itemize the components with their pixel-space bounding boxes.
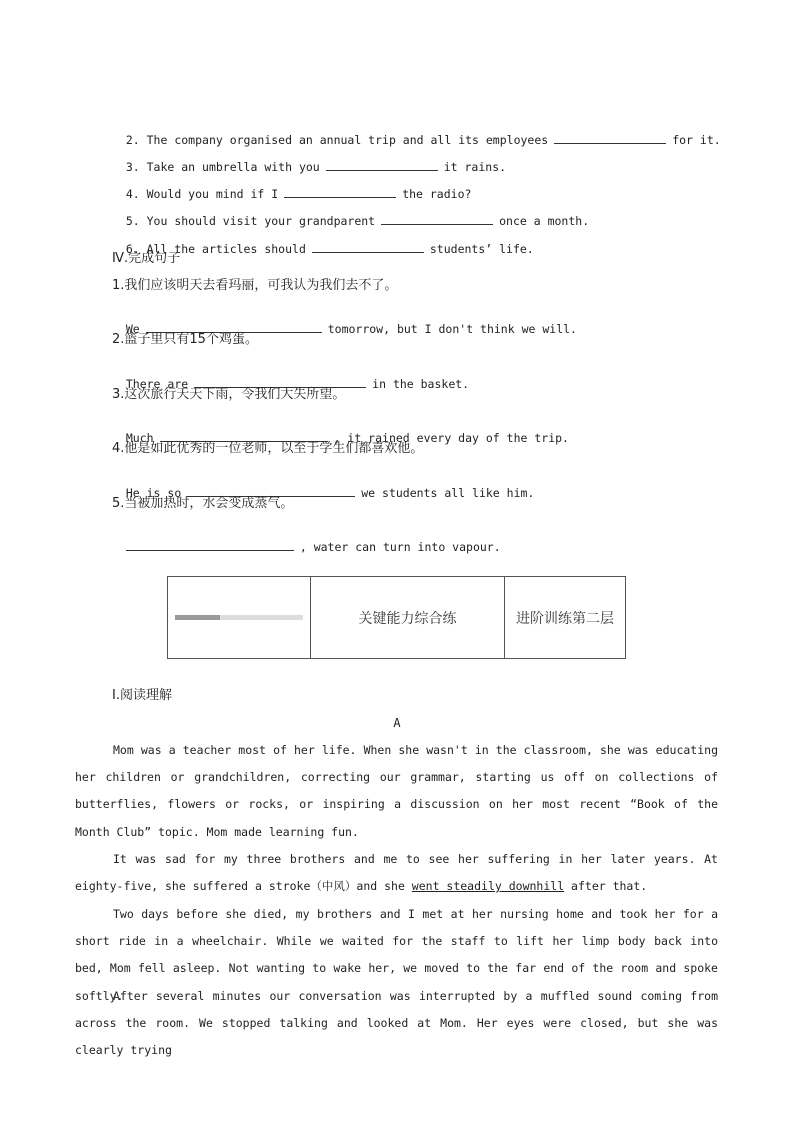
paragraph-3: Two days before she died, my brothers and I met at her nursing home and took her for a short ride in a wheelchair. While we waited for the staff to lift her limp body back into bed, Mom fell asleep. Not wanting to wake her, we moved to the far end of the room and spoke softly. [75,907,718,1003]
sentence-prefix: Much [125,431,154,445]
paragraph-text: It was sad for my three brothers and me to see her suffering in her later years. At eighty-five, she suffered a stroke（中风）and she [75,852,718,894]
underlined-phrase: went steadily downhill [411,879,565,894]
banner-title: 关键能力综合练 [311,577,505,658]
item-text: once a month. [499,214,590,228]
paragraph-4: After several minutes our conversation was interrupted by a muffled sound coming from across the room. We stopped talking and looked at Mom. Her eyes were closed, but she was clearly trying [75,989,718,1058]
item-text: the radio? [402,187,472,201]
sentence-chinese: 1.我们应该明天去看玛丽，可我认为我们去不了。 [112,278,398,293]
sentence-chinese: 2.篮子里只有15个鸡蛋。 [112,332,258,347]
banner-level: 进阶训练第二层 [516,610,614,627]
sentence-suffix: we students all like him. [361,486,535,500]
sentence-prefix: There are [125,377,189,391]
sentence-suffix: in the basket. [372,377,470,391]
sentence-chinese: 5.当被加热时，水会变成蒸气。 [112,496,294,511]
item-text: it rains. [443,160,507,174]
item-text: for it. [672,133,721,147]
item-text: 2. The company organised an annual trip and all its employees [125,133,549,147]
passage-label: A [393,716,401,730]
sentence-prefix: We [125,322,140,336]
item-text: 3. Take an umbrella with you [125,160,320,174]
section-banner [167,576,626,659]
answer-blank[interactable] [312,241,424,253]
answer-blank[interactable] [554,132,666,144]
sentence-chinese: 4.他是如此优秀的一位老师，以至于学生们都喜欢他。 [112,441,424,456]
sentence-prefix: He is so [125,486,182,500]
item-text: 4. Would you mind if I [125,187,279,201]
item-text: students’ life. [429,242,534,256]
progress-bar [175,615,303,620]
paragraph-text: after that. [564,879,648,894]
section-title: Ⅳ.完成句子 [112,251,181,266]
paragraph-1: Mom was a teacher most of her life. When she wasn't in the classroom, she was educating her children or grandchildren, correcting our grammar, starting us off on collections of butterflies, flowers or rocks, or inspiring a discussion on her most recent “Book of the Month Club” topic. Mom made learning fun. [75,743,718,839]
section-title: Ⅰ.阅读理解 [112,688,172,703]
paragraph-2 [75,846,718,900]
sentence-suffix: tomorrow, but I don't think we will. [327,322,577,336]
sentence-chinese: 3.这次旅行天天下雨，令我们大失所望。 [112,387,346,402]
sentence-suffix: , it rained every day of the trip. [333,431,569,445]
item-text: 6. All the articles should [125,242,306,256]
progress-fill [175,615,220,620]
item-text: 5. You should visit your grandparent [125,214,376,228]
sentence-suffix: , water can turn into vapour. [299,540,501,554]
answer-blank[interactable] [126,539,294,551]
answer-blank[interactable] [381,213,493,225]
sentence-english [112,523,501,555]
progress-cell [168,577,311,658]
